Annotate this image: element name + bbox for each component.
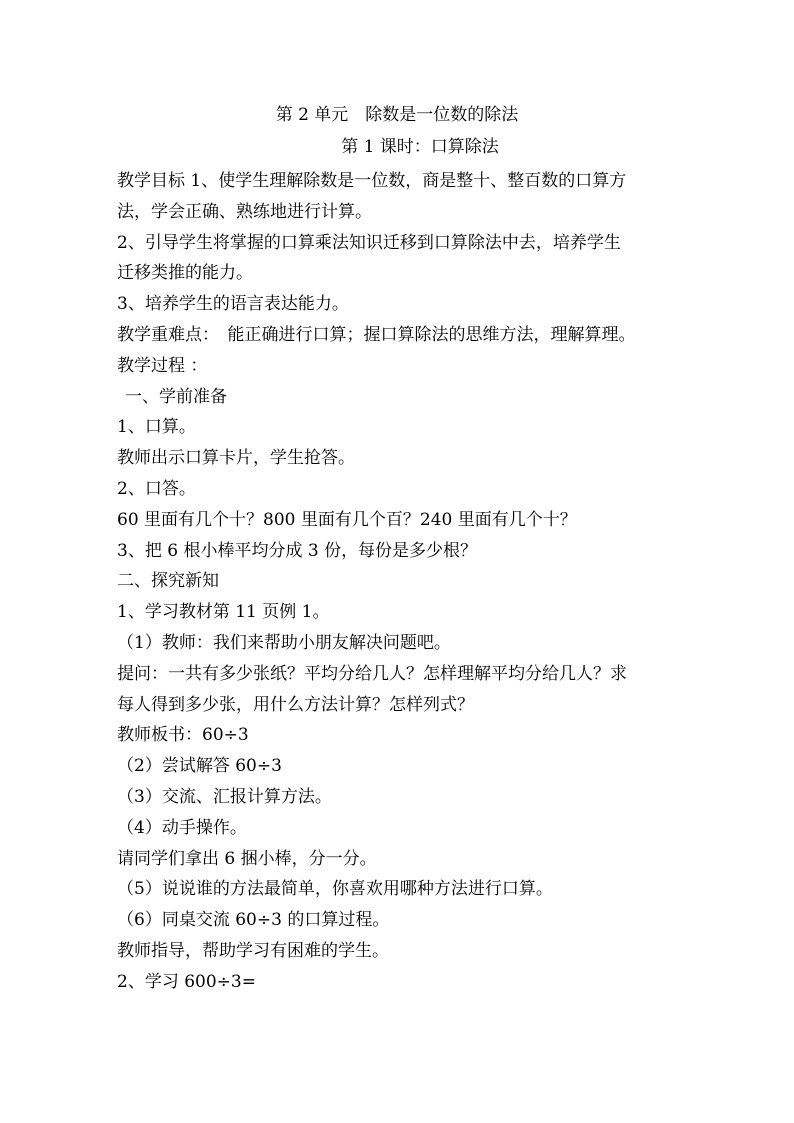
text-line: 请同学们拿出 6 捆小棒，分一分。 bbox=[117, 848, 377, 869]
text-line: 2、引导学生将掌握的口算乘法知识迁移到口算除法中去，培养学生 bbox=[117, 232, 621, 253]
text-line: 教师板书：60÷3 bbox=[117, 725, 249, 746]
lesson-subtitle: 第 1 课时：口算除法 bbox=[341, 137, 499, 157]
text-line: （3）交流、汇报计算方法。 bbox=[117, 786, 332, 807]
text-line: 3、培养学生的语言表达能力。 bbox=[117, 294, 349, 315]
text-line: 教学目标 1、使学生理解除数是一位数，商是整十、整百数的口算方 bbox=[117, 171, 627, 191]
text-line: 1、学习教材第 11 页例 1。 bbox=[117, 602, 330, 623]
text-line: 每人得到多少张，用什么方法计算？怎样列式？ bbox=[117, 694, 474, 715]
text-line: 教学过程 ： bbox=[117, 355, 208, 376]
text-line: 60 里面有几个十？800 里面有几个百？240 里面有几个十？ bbox=[117, 509, 577, 530]
text-line: 2、学习 600÷3= bbox=[117, 971, 256, 992]
section-heading: 二、探究新知 bbox=[117, 571, 219, 592]
text-line: 教师出示口算卡片，学生抢答。 bbox=[117, 448, 355, 469]
section-heading: 一、学前准备 bbox=[125, 386, 227, 407]
text-line: 2、口答。 bbox=[117, 478, 196, 499]
text-line: （2）尝试解答 60÷3 bbox=[117, 756, 282, 777]
text-line: 教师指导，帮助学习有困难的学生。 bbox=[117, 940, 389, 961]
text-line: 法，学会正确、熟练地进行计算。 bbox=[117, 201, 372, 222]
text-line: （1）教师：我们来帮助小朋友解决问题吧。 bbox=[117, 632, 451, 653]
text-line: （5）说说谁的方法最简单，你喜欢用哪种方法进行口算。 bbox=[117, 879, 553, 900]
unit-title: 第 2 单元 除数是一位数的除法 bbox=[275, 105, 519, 125]
text-line: （4）动手操作。 bbox=[117, 817, 247, 838]
text-line: 1、口算。 bbox=[117, 417, 196, 438]
text-line: （6）同桌交流 60÷3 的口算过程。 bbox=[117, 910, 390, 931]
text-line: 迁移类推的能力。 bbox=[117, 263, 253, 284]
text-line: 教学重难点： 能正确进行口算；握口算除法的思维方法，理解算理。 bbox=[117, 324, 636, 345]
document-body bbox=[117, 166, 687, 998]
text-line: 提问：一共有多少张纸？平均分给几人？怎样理解平均分给几人？求 bbox=[117, 663, 627, 684]
text-line: 3、把 6 根小棒平均分成 3 份，每份是多少根？ bbox=[117, 540, 478, 561]
